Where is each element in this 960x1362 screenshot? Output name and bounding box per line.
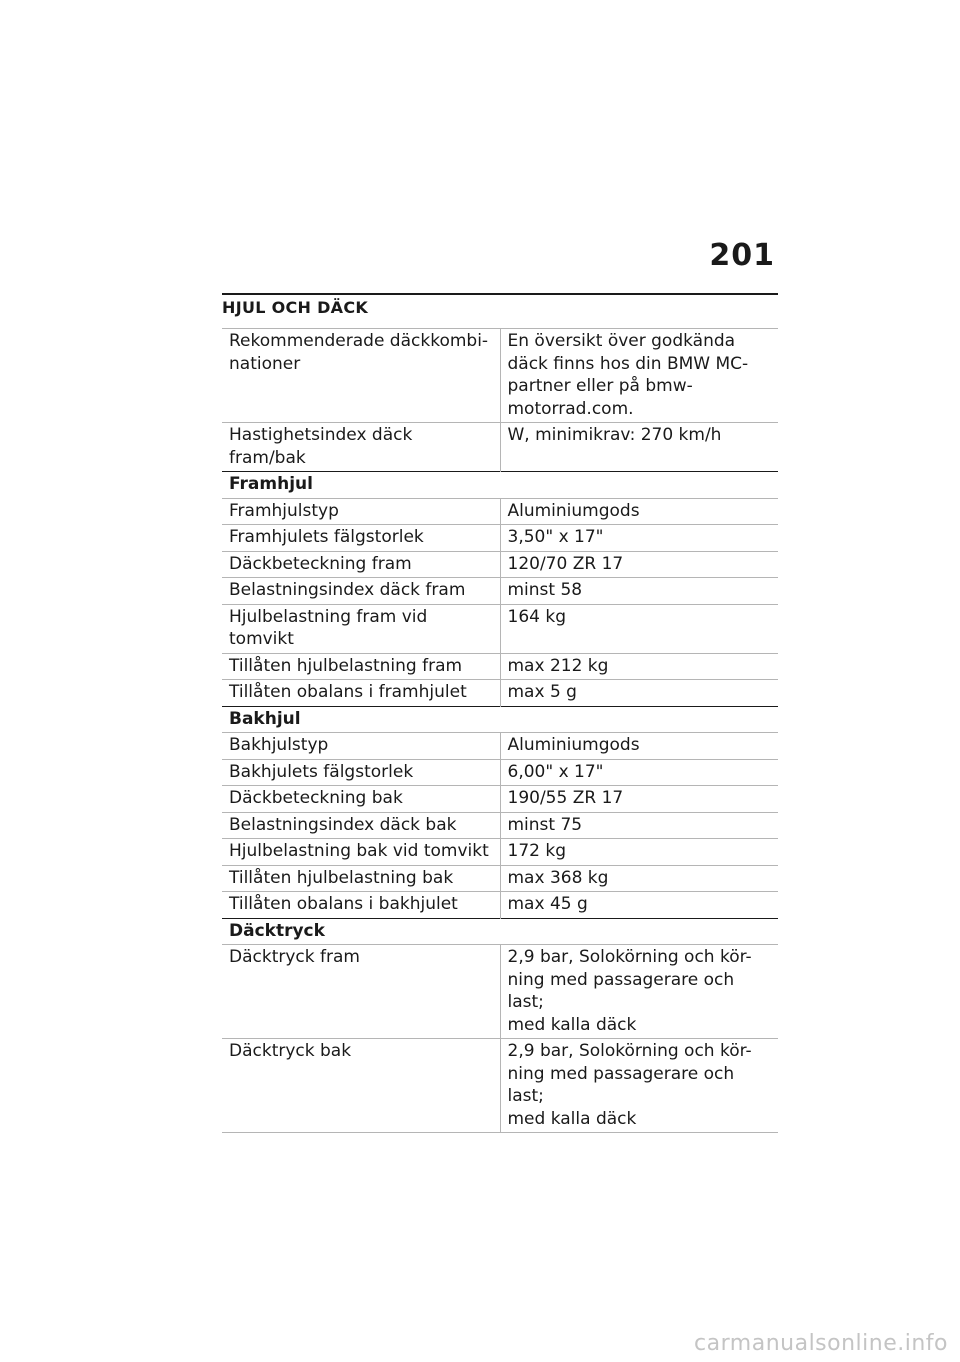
spec-value: max 45 g: [500, 892, 778, 919]
spec-value: W, minimikrav: 270 km/h: [500, 423, 778, 472]
spec-row: [222, 680, 778, 707]
spec-label: Rekommenderade däckkombi- nationer: [222, 329, 500, 423]
spec-row: [222, 812, 778, 839]
spec-label: Framhjulstyp: [222, 498, 500, 525]
spec-label: Tillåten obalans i framhjulet: [222, 680, 500, 707]
spec-value: Aluminiumgods: [500, 733, 778, 760]
spec-table: [222, 328, 778, 1133]
spec-label: Tillåten hjulbelastning bak: [222, 865, 500, 892]
watermark: carmanualsonline.info: [694, 1331, 948, 1356]
spec-row: [222, 786, 778, 813]
spec-value: 6,00" x 17": [500, 759, 778, 786]
spec-row: [222, 578, 778, 605]
header-rule: [222, 293, 778, 295]
spec-label: Framhjulets fälgstorlek: [222, 525, 500, 552]
spec-label: Hjulbelastning bak vid tomvikt: [222, 839, 500, 866]
spec-value: minst 75: [500, 812, 778, 839]
spec-value: 190/55 ZR 17: [500, 786, 778, 813]
spec-row: [222, 329, 778, 423]
spec-value: 120/70 ZR 17: [500, 551, 778, 578]
spec-label: Belastningsindex däck fram: [222, 578, 500, 605]
spec-row: [222, 423, 778, 472]
spec-label: Däckbeteckning bak: [222, 786, 500, 813]
group-header-row: [222, 472, 778, 499]
spec-value: max 212 kg: [500, 653, 778, 680]
spec-row: [222, 525, 778, 552]
spec-value: 164 kg: [500, 604, 778, 653]
spec-label: Tillåten hjulbelastning fram: [222, 653, 500, 680]
group-header: Däcktryck: [222, 918, 778, 945]
spec-row: [222, 551, 778, 578]
spec-label: Hastighetsindex däck fram/bak: [222, 423, 500, 472]
group-header: Framhjul: [222, 472, 778, 499]
spec-label: Däcktryck bak: [222, 1039, 500, 1133]
spec-row: [222, 865, 778, 892]
section-title: HJUL OCH DÄCK: [222, 298, 369, 317]
spec-row: [222, 653, 778, 680]
spec-table-body: [222, 329, 778, 1133]
spec-row: [222, 892, 778, 919]
group-header-row: [222, 706, 778, 733]
spec-row: [222, 1039, 778, 1133]
spec-value: 2,9 bar, Solokörning och kör- ning med passagerare och last; med kalla däck: [500, 945, 778, 1039]
spec-value: 2,9 bar, Solokörning och kör- ning med passagerare och last; med kalla däck: [500, 1039, 778, 1133]
group-header: Bakhjul: [222, 706, 778, 733]
spec-label: Bakhjulstyp: [222, 733, 500, 760]
spec-value: En översikt över godkända däck finns hos din BMW MC- partner eller på bmw- motorrad.com.: [500, 329, 778, 423]
spec-row: [222, 733, 778, 760]
spec-value: 3,50" x 17": [500, 525, 778, 552]
spec-value: Aluminiumgods: [500, 498, 778, 525]
spec-row: [222, 498, 778, 525]
spec-value: max 368 kg: [500, 865, 778, 892]
spec-row: [222, 604, 778, 653]
spec-label: Däckbeteckning fram: [222, 551, 500, 578]
spec-value: minst 58: [500, 578, 778, 605]
spec-row: [222, 759, 778, 786]
spec-label: Tillåten obalans i bakhjulet: [222, 892, 500, 919]
spec-label: Hjulbelastning fram vid tomvikt: [222, 604, 500, 653]
spec-row: [222, 945, 778, 1039]
spec-label: Däcktryck fram: [222, 945, 500, 1039]
spec-value: 172 kg: [500, 839, 778, 866]
spec-value: max 5 g: [500, 680, 778, 707]
page-number: 201: [709, 238, 775, 273]
spec-label: Belastningsindex däck bak: [222, 812, 500, 839]
spec-label: Bakhjulets fälgstorlek: [222, 759, 500, 786]
group-header-row: [222, 918, 778, 945]
spec-row: [222, 839, 778, 866]
